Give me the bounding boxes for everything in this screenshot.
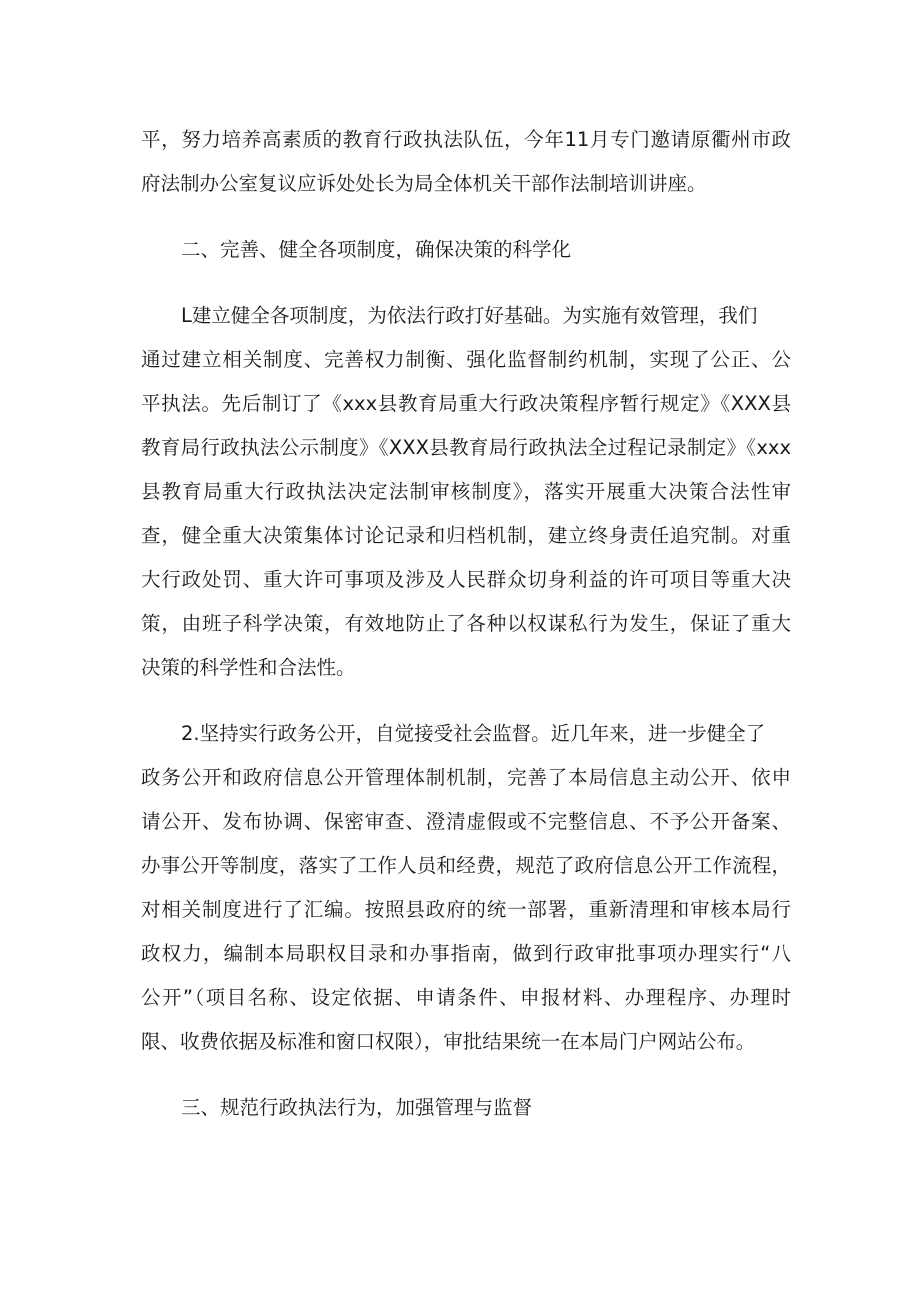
paragraph-line: 对相关制度进行了汇编。按照县政府的统一部署，重新清理和审核本局行 — [141, 898, 791, 921]
paragraph-item-2 — [141, 712, 791, 1064]
section-heading-2: 二、完善、健全各项制度，确保决策的科学化 — [181, 238, 572, 261]
paragraph-line: 办事公开等制度，落实了工作人员和经费，规范了政府信息公开工作流程， — [141, 854, 791, 877]
paragraph-line: 查，健全重大决策集体讨论记录和归档机制，建立终身责任追究制。对重 — [141, 524, 791, 547]
paragraph-line: 决策的科学性和合法性。 — [141, 656, 356, 679]
paragraph-intro — [141, 118, 791, 206]
paragraph-line: 府法制办公室复议应诉处处长为局全体机关干部作法制培训讲座。 — [141, 172, 707, 195]
paragraph-line: 县教育局重大行政执法决定法制审核制度》，落实开展重大决策合法性审 — [141, 480, 791, 503]
document-body — [141, 118, 791, 1130]
paragraph-line: 政务公开和政府信息公开管理体制机制，完善了本局信息主动公开、依申 — [141, 766, 791, 789]
paragraph-item-1 — [141, 294, 791, 690]
paragraph-line: 2.坚持实行政务公开，自觉接受社会监督。近几年来，进一步健全了 — [181, 722, 766, 745]
paragraph-line: 策，由班子科学决策，有效地防止了各种以权谋私行为发生，保证了重大 — [141, 612, 791, 635]
paragraph-line: 教育局行政执法公示制度》《XXX县教育局行政执法全过程记录制定》《xxx — [141, 436, 791, 459]
paragraph-line: 平执法。先后制订了《xxx县教育局重大行政决策程序暂行规定》《XXX县 — [141, 392, 791, 415]
paragraph-line: 公开”（项目名称、设定依据、申请条件、申报材料、办理程序、办理时 — [141, 986, 791, 1009]
paragraph-line: 请公开、发布协调、保密审查、澄清虚假或不完整信息、不予公开备案、 — [141, 810, 791, 833]
paragraph-line: 大行政处罚、重大许可事项及涉及人民群众切身利益的许可项目等重大决 — [141, 568, 791, 591]
paragraph-line: 通过建立相关制度、完善权力制衡、强化监督制约机制，实现了公正、公 — [141, 348, 791, 371]
paragraph-line: 限、收费依据及标准和窗口权限），审批结果统一在本局门户网站公布。 — [141, 1030, 756, 1053]
paragraph-line: 平，努力培养高素质的教育行政执法队伍，今年11月专门邀请原衢州市政 — [141, 128, 791, 151]
paragraph-line: 政权力，编制本局职权目录和办事指南，做到行政审批事项办理实行“八 — [141, 942, 791, 965]
paragraph-line: L建立健全各项制度，为依法行政打好基础。为实施有效管理，我们 — [181, 304, 758, 327]
section-heading-3: 三、规范行政执法行为，加强管理与监督 — [181, 1096, 533, 1119]
